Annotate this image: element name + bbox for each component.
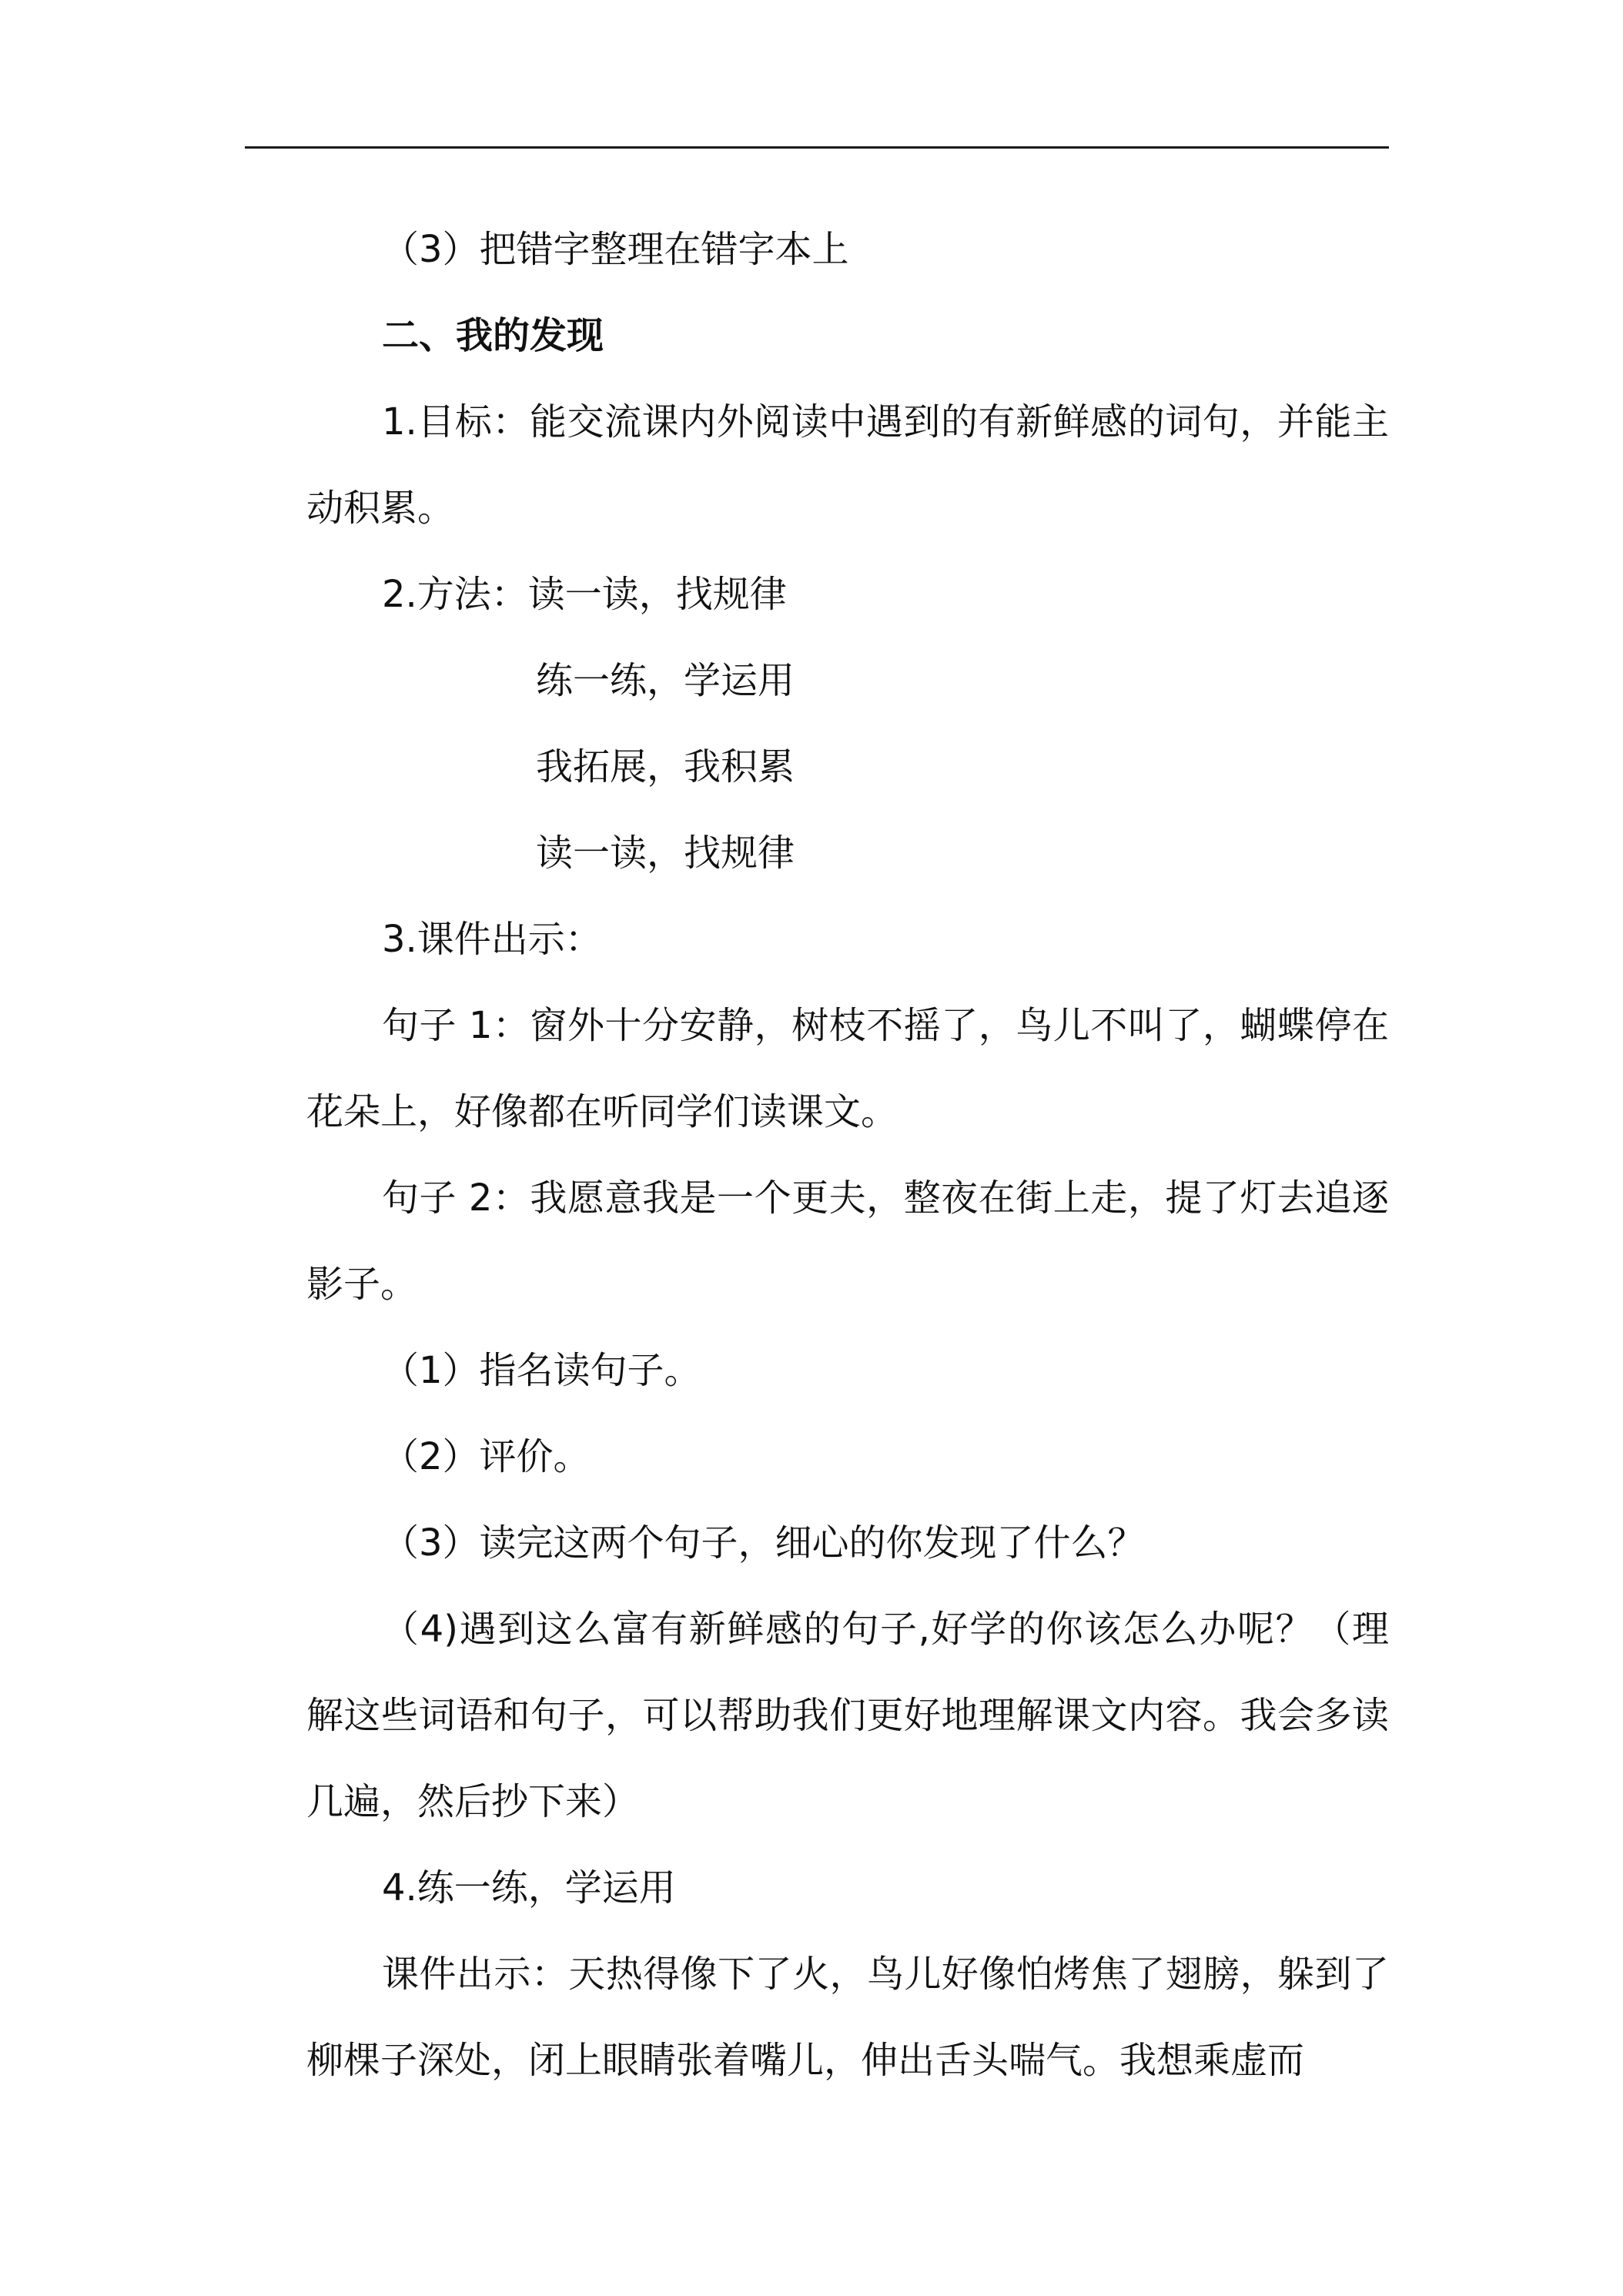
step-what-to-do: （4)遇到这么富有新鲜感的句子,好学的你该怎么办呢？（理解这些词语和句子，可以帮助我们更好地理解课文内容。我会多读几遍，然后抄下来）	[306, 1608, 1389, 1823]
paragraph-method: 2.方法：读一读，找规律	[382, 573, 787, 616]
method-item-expand: 我拓展，我积累	[536, 745, 795, 788]
paragraph-sentence-2: 句子 2：我愿意我是一个更夫，整夜在街上走，提了灯去追逐影子。	[306, 1176, 1389, 1306]
section-heading-my-discovery: 二、我的发现	[382, 314, 604, 357]
method-item-practice: 练一练，学运用	[536, 659, 795, 702]
paragraph-courseware-display: 3.课件出示：	[382, 918, 602, 961]
step-discover: （3）读完这两个句子，细心的你发现了什么？	[382, 1521, 1145, 1565]
paragraph-practice-heading: 4.练一练，学运用	[382, 1866, 676, 1909]
step-read-aloud: （1）指名读句子。	[382, 1349, 701, 1392]
document-body	[306, 206, 1389, 2104]
paragraph-correction-step-3: （3）把错字整理在错字本上	[382, 228, 849, 271]
paragraph-sentence-1: 句子 1：窗外十分安静，树枝不摇了，鸟儿不叫了，蝴蝶停在花朵上，好像都在听同学们读课文。	[306, 1004, 1389, 1133]
paragraph-practice-content: 课件出示：天热得像下了火，鸟儿好像怕烤焦了翅膀，躲到了柳棵子深处，闭上眼睛张着嘴儿，伸出舌头喘气。我想乘虚而	[306, 1953, 1389, 2082]
header-rule	[245, 146, 1389, 149]
paragraph-goal: 1.目标：能交流课内外阅读中遇到的有新鲜感的词句，并能主动积累。	[306, 400, 1389, 530]
step-evaluate: （2）评价。	[382, 1435, 591, 1478]
method-item-read: 读一读，找规律	[536, 832, 795, 875]
